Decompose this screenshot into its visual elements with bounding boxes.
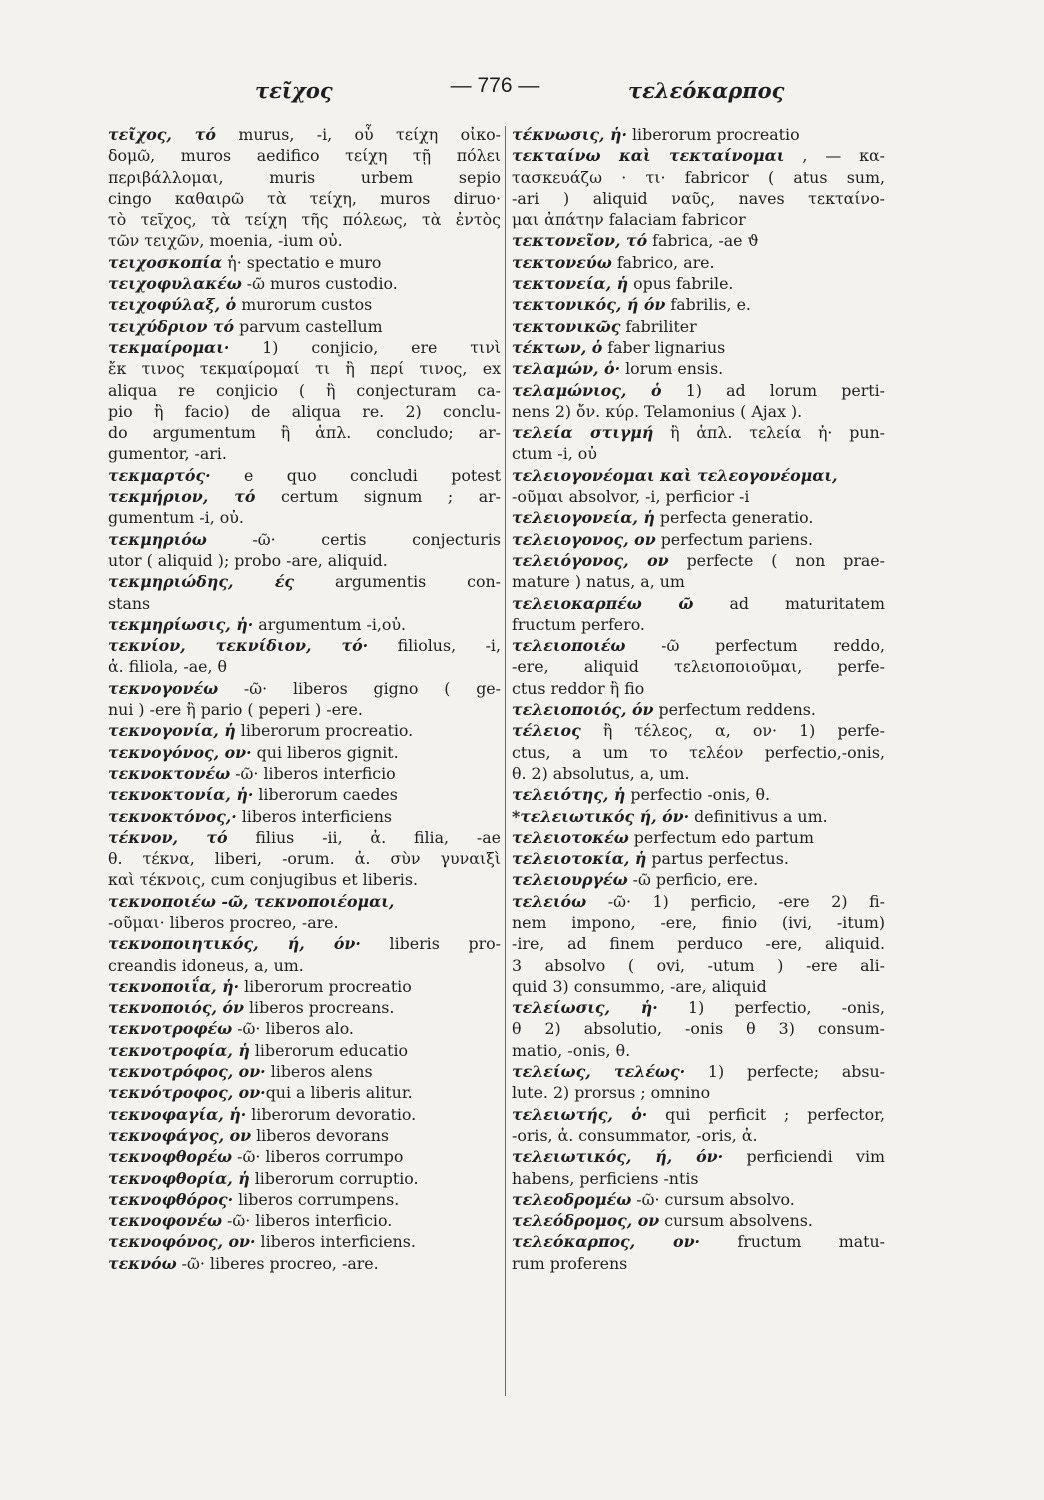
definition-text: definitivus a um. [689, 806, 828, 826]
entry-line [512, 1018, 885, 1039]
definition-text: -ari ) aliquid ναῦς, naves τεκταίνο- [512, 188, 885, 208]
header-left-word: τεῖχος [255, 78, 333, 103]
headword: τεκνόω [108, 1253, 177, 1273]
entry-line [108, 230, 501, 251]
entry-line [512, 891, 885, 912]
definition-text: liberos interficiens. [255, 1232, 416, 1252]
headword: τεκμηριώδης, ές [108, 572, 295, 592]
entry-line [512, 1104, 885, 1125]
definition-text: ἢ ἁπλ. τελεία ἡ· pun- [653, 423, 885, 443]
definition-text: θ 2) absolutio, -onis θ 3) consum- [512, 1019, 885, 1039]
headword: τειχοφυλακέω [108, 274, 242, 294]
headword: τελειωτής, ὁ· [512, 1104, 648, 1124]
definition-text: gumentum -i, οὐ. [108, 508, 244, 528]
definition-text: , — κα- [784, 146, 885, 166]
headword: τέκτων, ὁ [512, 337, 603, 357]
definition-text: fructum matu- [700, 1232, 885, 1252]
entry-line [512, 656, 885, 677]
definition-text: rum proferens [512, 1253, 628, 1273]
definition-text: liberorum devoratio. [246, 1104, 417, 1124]
entry-line [512, 742, 885, 763]
headword: τελειοποιέω [512, 636, 626, 656]
entry-line [108, 252, 501, 273]
entry-line [108, 784, 501, 805]
headword: τεκνογονέω [108, 678, 219, 698]
definition-text: ἢ τέλεος, α, ον· 1) perfe- [580, 721, 885, 741]
definition-text: -ῶ· liberos corrumpo [232, 1147, 404, 1167]
entry-line [108, 891, 501, 912]
entry-line [512, 507, 885, 528]
headword: τεκμαίρομαι· [108, 337, 230, 357]
headword: τεκνοφθορία, ἡ [108, 1168, 250, 1188]
entry-line [512, 401, 885, 422]
entry-line [108, 614, 501, 635]
definition-text: fabrilis, e. [665, 295, 751, 315]
entry-line [108, 145, 501, 166]
definition-text: -ῶ· liberos alo. [232, 1019, 354, 1039]
entry-line [512, 678, 885, 699]
headword: τέλειος [512, 721, 581, 741]
definition-text: ἀ. filiola, -ae, θ [108, 657, 228, 677]
definition-text: murus, -i, οὗ τείχη οἰκο- [215, 125, 501, 144]
entry-line [108, 1061, 501, 1082]
entry-line [108, 1210, 501, 1231]
definition-text: stans [108, 593, 151, 613]
definition-text: fructum perfero. [512, 614, 645, 634]
headword: τεκνοποιητικός, ή, όν· [108, 934, 361, 954]
entry-line [108, 401, 501, 422]
headword: τελείωσις, ἡ· [512, 998, 658, 1018]
definition-text: -ῶ perficio, ere. [627, 870, 759, 890]
headword: τεκνοφαγία, ἡ· [108, 1104, 247, 1124]
definition-text: cursum absolvens. [659, 1211, 813, 1231]
definition-text: utor ( aliquid ); probo -are, aliquid. [108, 550, 388, 570]
definition-text: murorum custos [236, 295, 373, 315]
entry-line [512, 273, 885, 294]
definition-text: nem impono, -ere, finio (ivi, -itum) [512, 912, 885, 932]
entry-line [108, 1125, 501, 1146]
definition-text: cingo καθαιρῶ τὰ τείχη, muros diruo· [108, 188, 501, 208]
headword: τεκνότροφος, ον· [108, 1083, 266, 1103]
entry-line [108, 699, 501, 720]
entry-line [108, 827, 501, 848]
entry-line [108, 635, 501, 656]
headword: τελειογονέομαι καὶ τελεογονέομαι, [512, 465, 838, 485]
entry-line [512, 380, 885, 401]
headword: τελαμώνιος, ὁ [512, 380, 662, 400]
entry-line [108, 529, 501, 550]
headword: τελειοτοκέω [512, 827, 629, 847]
entry-line [512, 465, 885, 486]
definition-text: certum signum ; ar- [255, 487, 501, 507]
entry-line [512, 912, 885, 933]
headword: τελεόδρομος, ον [512, 1211, 660, 1231]
headword: τεκνοκτονέω [108, 763, 231, 783]
entry-line [512, 550, 885, 571]
entry-line [108, 507, 501, 528]
entry-line [512, 593, 885, 614]
definition-text: gumentor, -ari. [108, 444, 227, 464]
headword: τειχύδριον τό [108, 316, 235, 336]
headword: τέκνωσις, ἡ· [512, 125, 627, 144]
definition-text: -ere, aliquid τελειοποιοῦμαι, perfe- [512, 657, 885, 677]
header-right-word: τελεόκαρπος [628, 78, 785, 103]
entry-line [512, 1189, 885, 1210]
entry-line [512, 486, 885, 507]
entry-line [108, 337, 501, 358]
definition-text: lute. 2) prorsus ; omnino [512, 1083, 711, 1103]
entry-line [108, 380, 501, 401]
entry-line [512, 358, 885, 379]
entry-line [108, 656, 501, 677]
headword: τελειογονεία, ἡ [512, 508, 655, 528]
definition-text: mature ) natus, a, um [512, 572, 685, 592]
definition-text: parvum castellum [234, 316, 383, 336]
headword: τεκτονεῖον, τό [512, 231, 648, 251]
entry-line [512, 316, 885, 337]
definition-text: liberorum procreatio [239, 976, 412, 996]
definition-text: perfecte ( non prae- [668, 550, 885, 570]
definition-text: perfectum reddens. [653, 700, 816, 720]
headword: τελειωτικός, ή, όν· [512, 1147, 724, 1167]
definition-text: aliqua re conjicio ( ἢ conjecturam ca- [108, 380, 501, 400]
definition-text: liberis pro- [360, 934, 501, 954]
definition-text: -οῦμαι· liberos procreo, -are. [108, 912, 339, 932]
headword: τεκνοποιέω -ῶ, τεκνοποιέομαι, [108, 891, 395, 911]
headword: τεκνοφόνος, ον· [108, 1232, 256, 1252]
entry-line [108, 167, 501, 188]
entry-line [108, 1189, 501, 1210]
entry-line [512, 869, 885, 890]
headword: τεκνοτρόφος, ον· [108, 1062, 266, 1082]
definition-text: liberos procreans. [243, 998, 395, 1018]
entry-line [108, 1018, 501, 1039]
entry-line [108, 678, 501, 699]
entry-line [512, 827, 885, 848]
headword: τεκνοποιός, όν [108, 998, 244, 1018]
entry-line [512, 1061, 885, 1082]
definition-text: liberos alens [265, 1062, 373, 1082]
entry-line [512, 422, 885, 443]
definition-text: -ῶ· 1) perficio, -ere 2) fi- [586, 891, 885, 911]
definition-text: creandis idoneus, a, um. [108, 955, 304, 975]
entry-line [108, 869, 501, 890]
headword: τελειοτοκία, ἡ [512, 849, 647, 869]
right-column [512, 124, 885, 1274]
entry-line [108, 1104, 501, 1125]
headword: *τελειωτικός ή, όν· [512, 806, 690, 826]
entry-line [512, 294, 885, 315]
entry-line [108, 742, 501, 763]
headword: τελειόω [512, 891, 587, 911]
definition-text: 1) conjicio, ere τινὶ [229, 337, 501, 357]
headword: τελείως, τελέως· [512, 1062, 686, 1082]
entry-line [108, 124, 501, 145]
column-divider [505, 126, 506, 1396]
entry-line [108, 316, 501, 337]
entry-line [512, 806, 885, 827]
headword: τελειοκαρπέω ῶ [512, 593, 694, 613]
headword: τεκτονικῶς [512, 316, 621, 336]
definition-text: -ῶ· liberes procreo, -are. [176, 1253, 379, 1273]
definition-text: fabriliter [620, 316, 697, 336]
entry-line [512, 145, 885, 166]
page-header [0, 70, 1044, 110]
headword: τελαμών, ὁ· [512, 359, 621, 379]
headword: τεκνοκτονία, ἡ· [108, 785, 254, 805]
definition-text: -ῶ· liberos interficio. [222, 1211, 393, 1231]
definition-text: τασκευάζω · τι· fabricor ( atus sum, [512, 167, 885, 187]
headword: τελειογονος, ον [512, 529, 656, 549]
entry-line [512, 763, 885, 784]
definition-text: ctum -i, οὐ [512, 444, 597, 464]
headword: τεκνοτροφία, ἡ [108, 1040, 250, 1060]
entry-line [108, 806, 501, 827]
headword: τεκτονεία, ἡ [512, 274, 629, 294]
headword: τεκμηριόω [108, 529, 207, 549]
definition-text: liberorum procreatio [626, 125, 800, 144]
entry-line [512, 1168, 885, 1189]
definition-text: 3 absolvo ( ovi, -utum ) -ere ali- [512, 955, 885, 975]
definition-text: partus perfectus. [646, 849, 789, 869]
definition-text: -ῶ· liberos interficio [230, 763, 396, 783]
definition-text: qui a liberis alitur. [265, 1083, 413, 1103]
entry-line [108, 976, 501, 997]
definition-text: faber lignarius [602, 337, 726, 357]
definition-text: e quo concludi potest [210, 465, 501, 485]
entry-line [108, 358, 501, 379]
headword: τειχοφύλαξ, ὁ [108, 295, 237, 315]
entry-line [512, 784, 885, 805]
entry-line [512, 188, 885, 209]
definition-text: περιβάλλομαι, muris urbem sepio [108, 167, 501, 187]
entry-line [512, 1040, 885, 1061]
definition-text: perfectum pariens. [655, 529, 814, 549]
definition-text: 1) perfectio, -onis, [657, 998, 885, 1018]
definition-text: perfecta generatio. [654, 508, 814, 528]
entry-line [512, 1146, 885, 1167]
entry-line [512, 699, 885, 720]
entry-line [512, 976, 885, 997]
headword: τεκνοκτόνος,· [108, 806, 237, 826]
definition-text: ἔκ τινος τεκμαίρομαί τι ἢ περί τινος, ex [108, 359, 501, 379]
entry-line [108, 763, 501, 784]
definition-text: nens 2) ὄν. κύρ. Telamonius ( Ajax ). [512, 401, 803, 421]
definition-text: qui perficit ; perfector, [647, 1104, 885, 1124]
definition-text: nui ) -ere ἢ pario ( peperi ) -ere. [108, 700, 363, 720]
definition-text: -ῶ· liberos gigno ( ge- [218, 678, 501, 698]
entry-line [108, 1253, 501, 1274]
definition-text: τὸ τεῖχος, τὰ τείχη τῆς πόλεως, τὰ ἐντὸς [108, 210, 501, 230]
entry-line [108, 848, 501, 869]
entry-line [108, 720, 501, 741]
definition-text: habens, perficiens -ntis [512, 1168, 699, 1188]
headword: τελεόκαρπος, ον· [512, 1232, 701, 1252]
definition-text: filius -ii, ἀ. filia, -ae [227, 827, 501, 847]
definition-text: -ῶ· cursum absolvo. [631, 1189, 795, 1209]
headword: τεκνοφθόρος· [108, 1189, 234, 1209]
headword: τελεία στιγμή [512, 423, 654, 443]
definition-text: -ῶ muros custodio. [241, 274, 398, 294]
headword: τεκνίον, τεκνίδιον, τό· [108, 636, 369, 656]
entry-line [108, 294, 501, 315]
entry-line [512, 252, 885, 273]
definition-text: -ῶ perfectum reddo, [625, 636, 885, 656]
entry-line [108, 1040, 501, 1061]
entry-line [108, 1146, 501, 1167]
definition-text: καὶ τέκνοις, cum conjugibus et liberis. [108, 870, 418, 890]
definition-text: δομῶ, muros aedifico τείχη τῇ πόλει [108, 146, 501, 166]
definition-text: 1) ad lorum perti- [661, 380, 885, 400]
definition-text: τῶν τειχῶν, moenia, -ium οὐ. [108, 231, 343, 251]
entry-line [108, 593, 501, 614]
entry-line [512, 614, 885, 635]
definition-text: liberorum procreatio. [235, 721, 414, 741]
definition-text: 1) perfecte; absu- [685, 1062, 885, 1082]
definition-text: quid 3) consummo, -are, aliquid [512, 976, 767, 996]
headword: τεκνοφάγος, ον [108, 1125, 252, 1145]
entry-line [108, 933, 501, 954]
definition-text: perfectum edo partum [628, 827, 814, 847]
definition-text: ἡ· spectatio e muro [222, 252, 382, 272]
entry-line [108, 912, 501, 933]
entry-line [512, 933, 885, 954]
entry-line [108, 955, 501, 976]
definition-text: argumentum -i,οὐ. [253, 614, 407, 634]
headword: τελεοδρομέω [512, 1189, 632, 1209]
headword: τελειόγονος, ον [512, 550, 669, 570]
entry-line [108, 1231, 501, 1252]
entry-line [512, 1253, 885, 1274]
entry-line [108, 273, 501, 294]
entry-line [108, 443, 501, 464]
definition-text: liberos interficiens [236, 806, 393, 826]
definition-text: argumentis con- [294, 572, 501, 592]
entry-line [108, 422, 501, 443]
entry-line [512, 1125, 885, 1146]
entry-line [108, 188, 501, 209]
definition-text: liberorum corruptio. [249, 1168, 419, 1188]
entry-line [512, 443, 885, 464]
definition-text: ad maturitatem [693, 593, 885, 613]
definition-text: perficiendi vim [723, 1147, 885, 1167]
definition-text: opus fabrile. [628, 274, 734, 294]
definition-text: -ire, ad finem perduco -ere, aliquid. [512, 934, 885, 954]
headword: τεκμηρίωσις, ἡ· [108, 614, 254, 634]
entry-line [108, 1082, 501, 1103]
headword: τέκνον, τό [108, 827, 228, 847]
entry-line [512, 167, 885, 188]
headword: τελειότης, ἡ [512, 785, 626, 805]
definition-text: fabrica, -ae ϑ [647, 231, 759, 251]
headword: τειχοσκοπία [108, 252, 223, 272]
headword: τεκνογονία, ἡ [108, 721, 236, 741]
entry-line [512, 635, 885, 656]
left-column [108, 124, 501, 1274]
entry-line [512, 230, 885, 251]
definition-text: ctus, a um το τελέον perfectio,-onis, [512, 742, 885, 762]
definition-text: matio, -onis, θ. [512, 1040, 631, 1060]
headword: τεκνοφονέω [108, 1211, 223, 1231]
headword: τεκμήριον, τό [108, 487, 256, 507]
entry-line [108, 486, 501, 507]
definition-text: θ. τέκνα, liberi, -orum. ἀ. σὺν γυναιξὶ [108, 849, 501, 869]
definition-text: μαι ἀπάτην falaciam fabricor [512, 210, 746, 230]
definition-text: qui liberos gignit. [251, 742, 399, 762]
definition-text: liberorum educatio [249, 1040, 409, 1060]
entry-line [512, 1082, 885, 1103]
definition-text: pio ἢ facio) de aliqua re. 2) conclu- [108, 401, 501, 421]
page-number: — 776 — [450, 74, 540, 97]
headword: τεκνοτροφέω [108, 1019, 233, 1039]
entry-line [512, 955, 885, 976]
headword: τεκνογόνος, ον· [108, 742, 252, 762]
headword: τελειοποιός, όν [512, 700, 654, 720]
definition-text: θ. 2) absolutus, a, um. [512, 763, 690, 783]
entry-line [512, 209, 885, 230]
definition-text: filiolus, -i, [368, 636, 501, 656]
definition-text: lorum ensis. [620, 359, 724, 379]
definition-text: liberos devorans [251, 1125, 390, 1145]
headword: τεκνοφθορέω [108, 1147, 233, 1167]
headword: τεῖχος, τό [108, 125, 216, 144]
entry-line [512, 1210, 885, 1231]
entry-line [108, 209, 501, 230]
definition-text: perfectio -onis, θ. [625, 785, 771, 805]
entry-line [512, 997, 885, 1018]
definition-text: -oris, ἀ. consummator, -oris, ἀ. [512, 1125, 758, 1145]
headword: τεκτονικός, ή όν [512, 295, 666, 315]
definition-text: -οῦμαι absolvor, -i, perficior -i [512, 487, 750, 507]
definition-text: liberorum caedes [253, 785, 398, 805]
headword: τελειουργέω [512, 870, 628, 890]
entry-line [108, 550, 501, 571]
headword: τεκνοποιΐα, ἡ· [108, 976, 240, 996]
entry-line [108, 571, 501, 592]
entry-line [108, 997, 501, 1018]
entry-line [108, 1168, 501, 1189]
entry-line [512, 1231, 885, 1252]
definition-text: -ῶ· certis conjecturis [206, 529, 501, 549]
entry-line [512, 571, 885, 592]
entry-line [512, 720, 885, 741]
headword: τεκταίνω καὶ τεκταίνομαι [512, 146, 785, 166]
entry-line [512, 124, 885, 145]
entry-line [108, 465, 501, 486]
entry-line [512, 848, 885, 869]
entry-line [512, 529, 885, 550]
headword: τεκτονεύω [512, 252, 612, 272]
entry-line [512, 337, 885, 358]
headword: τεκμαρτός· [108, 465, 211, 485]
definition-text: do argumentum ἢ ἁπλ. concludo; ar- [108, 423, 501, 443]
definition-text: fabrico, are. [611, 252, 715, 272]
definition-text: ctus reddor ἢ fio [512, 678, 645, 698]
definition-text: liberos corrumpens. [233, 1189, 400, 1209]
